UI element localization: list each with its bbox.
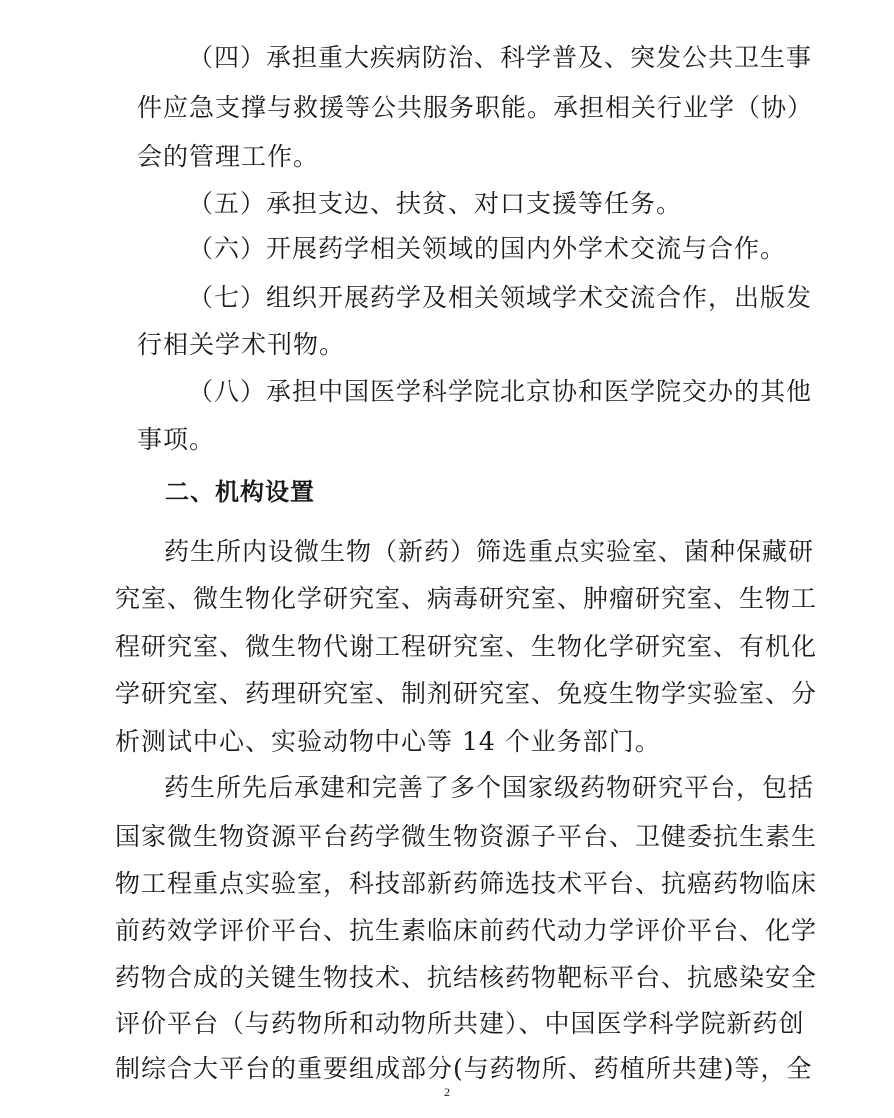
item-4-line-1: （四）承担重大疾病防治、科学普及、突发公共卫生事 <box>188 43 813 72</box>
item-7-line-2: 行相关学术刊物。 <box>137 330 346 359</box>
item-4-line-3: 会的管理工作。 <box>137 142 320 171</box>
platforms-line-4: 前药效学评价平台、抗生素临床前药代动力学评价平台、化学 <box>115 916 818 945</box>
item-5-line-1: （五）承担支边、扶贫、对口支援等任务。 <box>188 189 683 218</box>
platforms-line-2: 国家微生物资源平台药学微生物资源子平台、卫健委抗生素生 <box>115 822 818 851</box>
platforms-line-7: 制综合大平台的重要组成部分(与药物所、药植所共建)等，全 <box>115 1054 813 1083</box>
section-heading: 二、机构设置 <box>165 478 315 506</box>
platforms-line-6: 评价平台（与药物所和动物所共建）、中国医学科学院新药创 <box>115 1009 805 1038</box>
departments-line-2: 究室、微生物化学研究室、病毒研究室、肿瘤研究室、生物工 <box>115 584 818 613</box>
item-6-line-1: （六）开展药学相关领域的国内外学术交流与合作。 <box>188 234 787 263</box>
departments-line-3: 程研究室、微生物代谢工程研究室、生物化学研究室、有机化 <box>115 632 818 661</box>
platforms-line-1: 药生所先后承建和完善了多个国家级药物研究平台，包括 <box>164 773 815 802</box>
item-7-line-1: （七）组织开展药学及相关领域学术交流合作，出版发 <box>188 283 813 312</box>
platforms-line-3: 物工程重点实验室，科技部新药筛选技术平台、抗癌药物临床 <box>115 869 818 898</box>
platforms-line-5: 药物合成的关键生物技术、抗结核药物靶标平台、抗感染安全 <box>115 963 818 992</box>
departments-line-5: 析测试中心、实验动物中心等 14 个业务部门。 <box>115 727 661 756</box>
departments-line-1: 药生所内设微生物（新药）筛选重点实验室、菌种保藏研 <box>164 537 815 566</box>
departments-line-4: 学研究室、药理研究室、制剂研究室、免疫生物学实验室、分 <box>115 679 818 708</box>
item-4-line-2: 件应急支撑与救援等公共服务职能。承担相关行业学（协） <box>137 93 814 122</box>
item-8-line-2: 事项。 <box>137 425 216 454</box>
page-number: 2 <box>444 1085 450 1099</box>
item-8-line-1: （八）承担中国医学科学院北京协和医学院交办的其他 <box>188 377 813 406</box>
